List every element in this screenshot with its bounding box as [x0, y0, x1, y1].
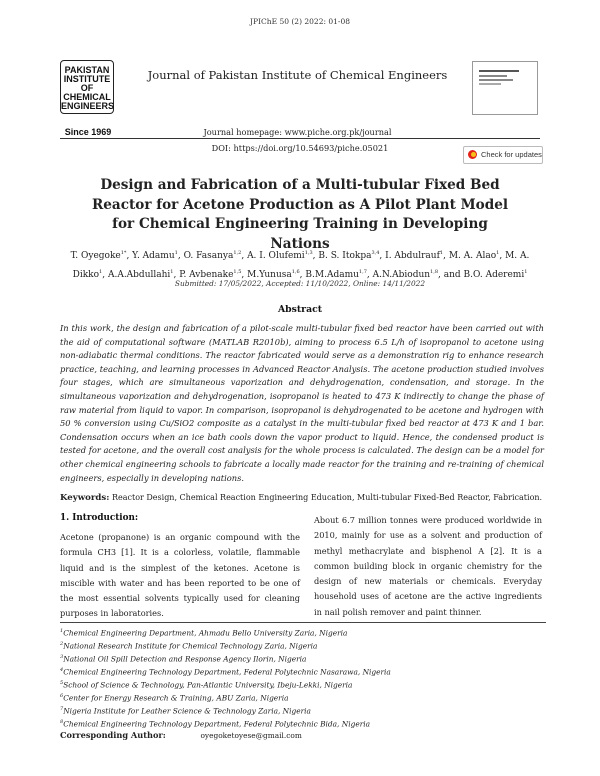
logo-line: PAKISTAN [64, 65, 110, 75]
author-name: I. Abdulrauf$^1$ [385, 250, 444, 261]
author-affiliation-marker: 3,4 [371, 250, 380, 256]
author-name: A.A.Abdullahi$^1$ [107, 268, 174, 280]
author-affiliation-marker: 1,3 [304, 250, 313, 256]
author-name: P. Avbenake$^{1,5}$ [179, 268, 242, 280]
author-name: M. A. Alao$^1$ [448, 250, 500, 261]
author-affiliation-marker: 1,2 [233, 250, 242, 256]
logo-line: OF [80, 83, 94, 93]
piche-logo [60, 60, 114, 114]
author-name: B.M.Adamu$^{1,7}$ [305, 268, 367, 280]
intro-column-left: Acetone (propanone) is an organic compound with the formula CH3 [1]. It is a colorless, volatile, flammable liquid and is the simplest of the ketones. Acetone is miscible with water and has been reported to be one of the most essential solvents typically used for cleaning purposes in laboratories. [60, 532, 300, 619]
footnote: $^3$National Oil Spill Detection and Response Agency Ilorin, Nigeria [60, 653, 307, 664]
footnote: $^2$National Research Institute for Chemical Technology Zaria, Nigeria [60, 640, 318, 651]
author-affiliation-marker: 1* [120, 250, 127, 256]
corresponding-label: Corresponding Author: [60, 729, 166, 740]
issue-info: JPIChE 50 (2) 2022: 01-08 [250, 17, 350, 26]
footnote: $^5$School of Science & Technology, Pan-Atlantic University, Ibeju-Lekki, Nigeria [60, 679, 353, 690]
logo-line: CHEMICAL [63, 92, 111, 102]
paper-title: Design and Fabrication of a Multi-tubular Fixed Bed Reactor for Acetone Production as A Pilot Plant Model for Chemical Engineering Training in Developing Nations [91, 177, 509, 252]
corresponding-author [60, 730, 544, 742]
intro-column-right: About 6.7 million tonnes were produced worldwide in 2010, mainly for use as a solvent and production of methyl methacrylate and bisphenol A [2]. It is a common building block in organic chemistry for the design of new materials or chemicals. Everyday household uses of acetone are the active ingredients in nail polish remover and paint thinner. [314, 515, 542, 617]
footnote: $^4$Chemical Engineering Technology Department, Federal Polytechnic Nasarawa, Nigeria [60, 666, 391, 677]
journal-name: Journal of Pakistan Institute of Chemical Engineers [147, 68, 448, 82]
author-name: and B.O. Aderemi$^1$ [443, 268, 528, 280]
logo-line: INSTITUTE [63, 74, 111, 84]
doi-link[interactable]: DOI: https://doi.org/10.54693/piche.05021 [211, 143, 389, 153]
keywords-label: Keywords: [60, 493, 110, 503]
footnote: $^7$Nigeria Institute for Leather Science & Technology Zaria, Nigeria [60, 705, 311, 716]
check-for-updates-button[interactable] [463, 146, 543, 164]
author-name: O. Fasanya$^{1,2}$ [183, 250, 242, 261]
author-name: A.N.Abiodun$^{1,8}$ [372, 268, 438, 280]
author-affiliation-marker: 1,8 [430, 268, 438, 275]
author-name: M.Yunusa$^{1,6}$ [247, 268, 300, 280]
footnote-divider [60, 622, 546, 623]
author-list: T. Oyegoke$^{1*}$, Y. Adamu$^1$, O. Fasanya$^{1,2}$, A. I. Olufemi$^{1,3}$, B. S. Itokpa$^{3,4}$, I. Abdulrauf$^1$, M. A. Alao$^1$, M. A. Dikko$^1$, A.A.Abdullahi$^1$, P. Avbenake$^{1,5}$, M.Yunusa$^{1,6}$, B.M.Adamu$^{1,7}$, A.N.Abiodun$^{1,8}$, and B.O. Aderemi$^1$ [70, 250, 530, 280]
affiliation-footnotes [60, 626, 544, 741]
author-affiliation-marker: 1 [496, 250, 500, 256]
author-name: Y. Adamu$^1$ [132, 250, 178, 261]
section-heading: 1. Introduction: [60, 513, 139, 523]
author-affiliation-marker: 1,7 [358, 268, 367, 275]
submission-dates: Submitted: 17/05/2022, Accepted: 11/10/2022, Online: 14/11/2022 [174, 279, 426, 288]
keywords [60, 492, 544, 504]
abstract-text: In this work, the design and fabrication of a pilot-scale multi-tubular fixed bed reactor have been carried out with the aid of computational software (MATLAB R2010b), aiming to process 6.5 L/h of isopropanol to acetone using non-adiabatic thermal conditions. The reactor fabricated would serve as a demonstration rig to enhance research practice, teaching, and learning processes in Advanced Reactor Analysis. The acetone production studied involves four stages, which are simultaneous vaporization and dehydrogenation, condensation, and storage. In the simultaneous vaporization and dehydrogenation, isopropanol is heated to 473 K indirectly to change the phase of raw material from liquid to vapor. In comparison, isopropanol is dehydrogenated to be acetone and hydrogen with 50 % conversion using Cu/SiO2 composite as a catalyst in the multi-tubular fixed bed reactor at 473 K and 1 bar. Condensation occurs when an ice bath cools down the vapor product to liquid. Hence, the condensed product is tested for acetone, and the overall cost analysis for the whole process is calculated. The design can be a model for other chemical engineering schools to fabricate a locally made reactor for the training and re-training of chemical engineers, especially in developing nations. [60, 323, 544, 483]
author-affiliation-marker: 1,5 [233, 268, 242, 275]
author-name: T. Oyegoke$^{1*}$ [70, 250, 127, 261]
footnote: $^6$Center for Energy Research & Training, ABU Zaria, Nigeria [60, 692, 289, 703]
author-name: B. S. Itokpa$^{3,4}$ [318, 250, 380, 261]
author-affiliation-marker: 1 [524, 268, 528, 275]
journal-homepage[interactable]: Journal homepage: www.piche.org.pk/journal [203, 127, 392, 137]
author-affiliation-marker: 1 [174, 250, 178, 256]
author-affiliation-marker: 1 [99, 268, 103, 275]
author-name: M. A. Dikko$^1$ [72, 251, 530, 280]
author-name: A. I. Olufemi$^{1,3}$ [247, 250, 313, 261]
author-affiliation-marker: 1 [439, 250, 444, 256]
abstract-heading: Abstract [277, 304, 323, 315]
keywords-text: Reactor Design, Chemical Reaction Engineering Education, Multi-tubular Fixed-Bed Reactor, Fabrication. [111, 493, 543, 502]
footnote: $^1$Chemical Engineering Department, Ahmadu Bello University Zaria, Nigeria [60, 628, 348, 638]
logo-line: ENGINEERS [61, 101, 115, 111]
journal-cover-thumbnail [472, 61, 538, 115]
author-affiliation-marker: 1,6 [291, 268, 300, 275]
check-updates-label: Check for updates [481, 150, 542, 159]
footnote: $^8$Chemical Engineering Technology Department, Federal Polytechnic Bida, Nigeria [60, 718, 370, 729]
since-label: Since 1969 [64, 127, 112, 137]
author-affiliation-marker: 1 [170, 268, 174, 275]
header-divider [60, 138, 540, 139]
corresponding-email[interactable]: oyegoketoyese@gmail.com [200, 730, 302, 740]
